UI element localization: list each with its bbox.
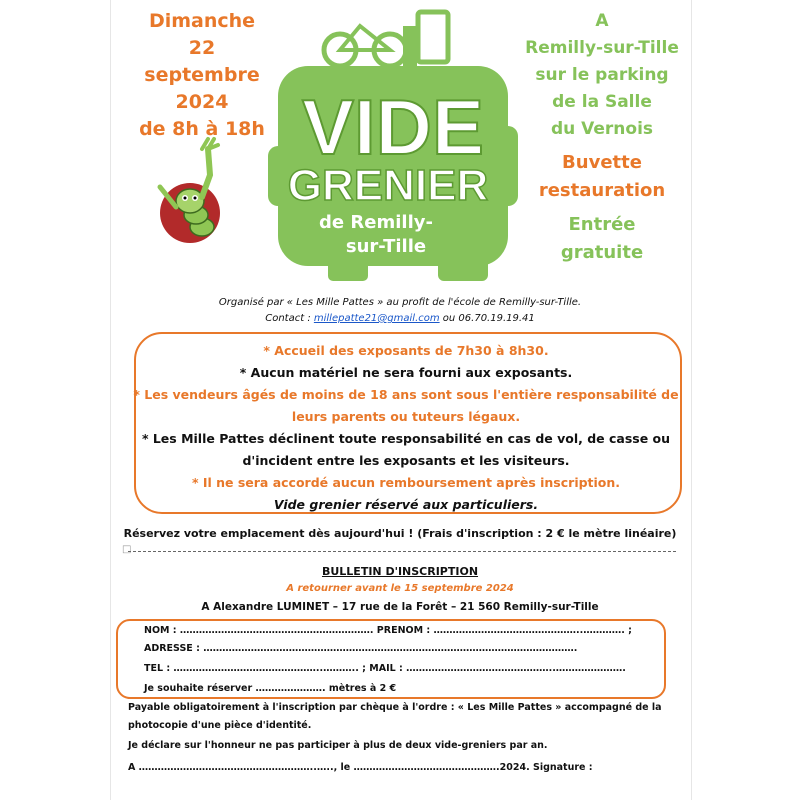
rules-list bbox=[128, 340, 684, 516]
vide-grenier-logo bbox=[268, 6, 518, 286]
bulletin-title: BULLETIN D'INSCRIPTION bbox=[321, 565, 479, 578]
cut-line bbox=[128, 551, 676, 552]
entree-text bbox=[518, 211, 686, 267]
gratuite-line: gratuite bbox=[560, 242, 644, 263]
bulletin-deadline: A retourner avant le 15 septembre 2024 bbox=[286, 583, 514, 594]
payment-text: Payable obligatoirement à l'inscription par chèque à l'ordre : « Les Mille Pattes » accompagné de la bbox=[128, 702, 662, 713]
signature-line[interactable]: A ………………………………………………..….., le ……………………………………….2024. Signature : bbox=[128, 762, 593, 773]
contact-phone: ou 06.70.19.19.41 bbox=[439, 313, 535, 324]
rule-item: Vide grenier réservé aux particuliers. bbox=[273, 497, 539, 512]
rule-item: * Il ne sera accordé aucun remboursement après inscription. bbox=[191, 475, 621, 490]
organizer-line: Organisé par « Les Mille Pattes » au profit de l'école de Remilly-sur-Tille. bbox=[218, 297, 582, 308]
buvette-line: Buvette bbox=[562, 152, 642, 173]
location-vernois: du Vernois bbox=[550, 119, 654, 139]
scissors-icon: □ bbox=[122, 544, 132, 555]
adresse-field[interactable]: ADRESSE : ………………………………………………………………………………………………………. bbox=[144, 643, 578, 654]
rule-item: * Les Mille Pattes déclinent toute responsabilité en cas de vol, de casse ou d'incident entre les exposants et les visiteurs. bbox=[141, 431, 671, 468]
location-a: A bbox=[595, 11, 609, 31]
buvette-text bbox=[518, 149, 686, 205]
date-hours: de 8h à 18h bbox=[139, 118, 265, 140]
location-town: Remilly-sur-Tille bbox=[525, 38, 679, 58]
rule-item: * Aucun matériel ne sera fourni aux exposants. bbox=[239, 365, 573, 380]
payment-text-2: photocopie d'une pièce d'identité. bbox=[128, 720, 312, 731]
date-year: 2024 bbox=[175, 91, 229, 113]
event-date bbox=[128, 8, 276, 143]
logo-title-vide: VIDE bbox=[301, 83, 485, 171]
rule-item: * Accueil des exposants de 7h30 à 8h30. bbox=[263, 343, 549, 358]
contact-prefix: Contact : bbox=[265, 313, 314, 324]
rule-item: * Les vendeurs âgés de moins de 18 ans sont sous l'entière responsabilité de leurs parents ou tuteurs légaux. bbox=[133, 387, 679, 424]
entree-line: Entrée bbox=[568, 214, 636, 235]
date-day: Dimanche bbox=[148, 10, 256, 32]
logo-sub-2: sur-Tille bbox=[345, 236, 427, 257]
logo-sub-1: de Remilly- bbox=[319, 212, 433, 233]
nom-prenom-field[interactable]: NOM : ……………………………………………………. PRENOM : ………………………………………..…………. ; bbox=[144, 625, 632, 636]
date-date: 22 septembre bbox=[144, 37, 260, 86]
contact-line bbox=[110, 311, 690, 327]
declaration-text: Je déclare sur l'honneur ne pas participer à plus de deux vide-greniers par an. bbox=[128, 740, 548, 751]
bulletin-address: A Alexandre LUMINET – 17 rue de la Forêt – 21 560 Remilly-sur-Tille bbox=[201, 601, 599, 613]
caterpillar-mascot-icon bbox=[150, 135, 240, 255]
event-location-block bbox=[518, 8, 686, 267]
organizer-info bbox=[110, 295, 690, 327]
logo-title-grenier: GRENIER bbox=[287, 161, 489, 210]
reserve-meters-field[interactable]: Je souhaite réserver …………………. mètres à 2 € bbox=[144, 683, 397, 694]
email-link[interactable]: millepatte21@gmail.com bbox=[313, 313, 440, 324]
reserve-text: Réservez votre emplacement dès aujourd'hui ! (Frais d'inscription : 2 € le mètre linéaire) bbox=[123, 527, 677, 540]
location-salle: de la Salle bbox=[552, 92, 652, 112]
tel-mail-field[interactable]: TEL : ………………………………………..……….. ; MAIL : ………………………………………..…………………. bbox=[144, 663, 626, 674]
location-parking: sur le parking bbox=[535, 65, 669, 85]
restauration-line: restauration bbox=[538, 180, 666, 201]
